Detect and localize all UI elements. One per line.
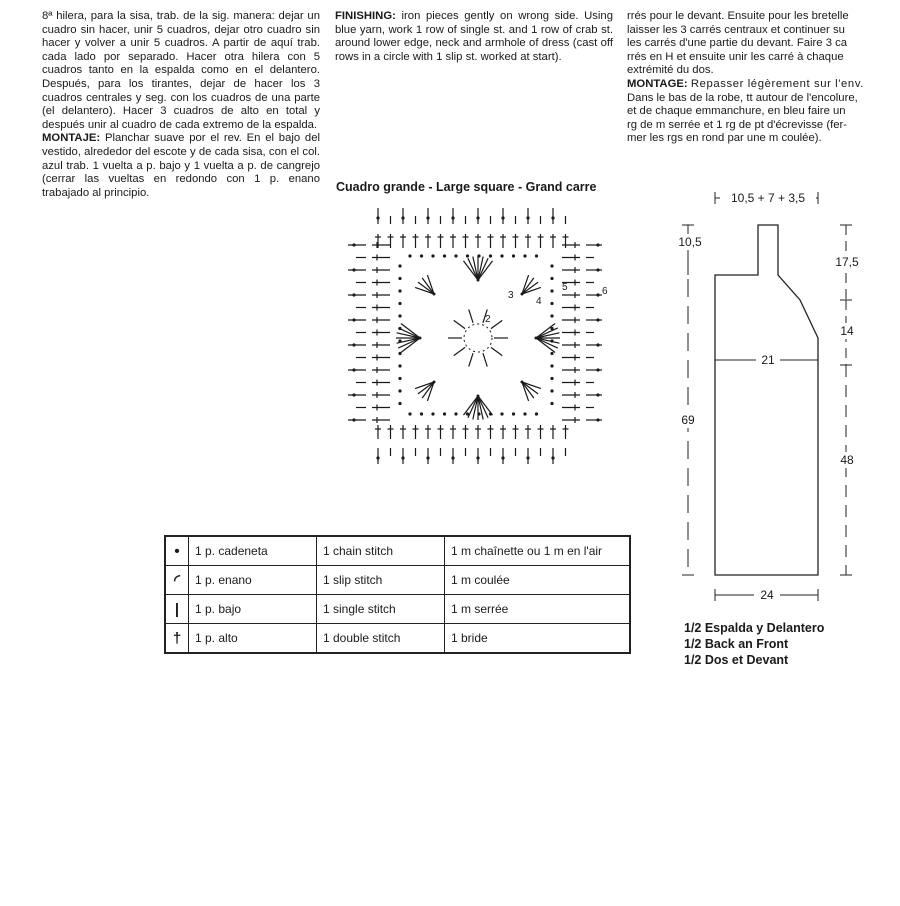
legend-row xyxy=(165,595,630,624)
chain-dot xyxy=(489,254,492,257)
english-finishing xyxy=(335,10,613,64)
petal-base-dot xyxy=(535,337,538,340)
legend-row xyxy=(165,624,630,654)
chain-dot xyxy=(398,289,401,292)
round-number: 3 xyxy=(508,290,514,301)
french-line: les carrés d'une partie du devant. Faire 3 ca xyxy=(627,37,848,50)
stitch-mark xyxy=(469,353,473,366)
dim-upper-width xyxy=(715,352,818,368)
top-dimension-line xyxy=(715,190,818,206)
french-line: laisser les 3 carrés centraux et continuer su xyxy=(627,23,845,36)
caption-spanish: 1/2 Espalda y Delantero xyxy=(684,621,825,635)
dress-schematic xyxy=(660,180,860,620)
stitch-mark xyxy=(454,347,465,355)
montage-first: Repasser légèrement sur l'env. xyxy=(690,77,864,90)
chain-dot xyxy=(550,289,553,292)
chain-dot xyxy=(420,254,423,257)
single-stitch-symbol: | xyxy=(165,595,189,624)
stitch-legend-table xyxy=(164,535,631,654)
finishing-text: iron pieces gently on wrong side. Using blue yarn, work 1 row of single st. and 1 row of crab st. around lower edge, neck and armhole of dress (cast off rows in a circle with 1 slip st. worked at start). xyxy=(335,10,613,63)
chain-dot xyxy=(535,412,538,415)
svg-text:24: 24 xyxy=(760,588,774,602)
stitch-mark xyxy=(469,309,473,322)
stitch-mark xyxy=(483,353,487,366)
dim-total-height xyxy=(674,225,702,575)
legend-french: 1 m chaînette ou 1 m en l'air xyxy=(445,536,631,566)
stitch-mark xyxy=(491,347,502,355)
legend-english: 1 chain stitch xyxy=(317,536,445,566)
french-line: rrés pour le devant. Ensuite pour les bretelle xyxy=(627,10,849,22)
chain-dot xyxy=(398,277,401,280)
chain-dot xyxy=(398,377,401,380)
petal-base-dot xyxy=(477,395,480,398)
svg-text:14: 14 xyxy=(840,324,854,338)
legend-row xyxy=(165,536,630,566)
chain-dot xyxy=(535,254,538,257)
caption-french: 1/2 Dos et Devant xyxy=(684,653,789,665)
chain-dot xyxy=(408,412,411,415)
crochet-chart xyxy=(340,200,620,475)
chain-dot xyxy=(420,412,423,415)
round-number: 6 xyxy=(602,286,608,297)
stitch-mark xyxy=(454,320,465,328)
dim-bottom-width xyxy=(715,587,818,603)
chain-dot xyxy=(398,389,401,392)
chain-dot xyxy=(398,402,401,405)
spanish-montaje xyxy=(42,132,320,200)
montaje-label: MONTAJE: xyxy=(42,132,101,145)
french-line: rrés en H et ensuite unir les carré à chaque xyxy=(627,50,844,63)
petal-base-dot xyxy=(521,381,524,384)
finishing-label: FINISHING: xyxy=(335,10,396,22)
legend-spanish: 1 p. cadeneta xyxy=(189,536,317,566)
chain-dot xyxy=(550,364,553,367)
petal-base-dot xyxy=(419,337,422,340)
dim-right-column xyxy=(832,225,860,575)
top-dims-label: 10,5 + 7 + 3,5 xyxy=(730,191,806,205)
french-line: et de chaque emmanchure, en bleu faire un xyxy=(627,105,846,118)
chain-dot xyxy=(550,314,553,317)
chain-dot xyxy=(500,254,503,257)
svg-text:69: 69 xyxy=(681,413,695,427)
svg-text:48: 48 xyxy=(840,453,854,467)
chain-dot xyxy=(550,277,553,280)
spanish-column xyxy=(42,10,320,200)
montaje-text: Planchar suave por el rev. En el bajo del vestido, alrededor del escote y de cada sisa, con el col. azul trab. 1 vuelta a p. bajo y 1 vuelta a p. de cangrejo (cerrar las vueltas en redondo con 1 p. enano trabajado al principio. xyxy=(42,132,321,199)
chain-dot xyxy=(550,352,553,355)
double-stitch-symbol: † xyxy=(165,624,189,654)
chain-dot xyxy=(398,364,401,367)
chain-symbol: • xyxy=(165,536,189,566)
chain-dot xyxy=(550,264,553,267)
petal-base-dot xyxy=(477,279,480,282)
chain-dot xyxy=(443,254,446,257)
chain-dot xyxy=(550,402,553,405)
montage-label: MONTAGE: xyxy=(627,77,688,90)
chain-dot xyxy=(398,302,401,305)
svg-text:21: 21 xyxy=(761,353,775,367)
petal-base-dot xyxy=(433,381,436,384)
legend-spanish: 1 p. alto xyxy=(189,624,317,654)
chain-dot xyxy=(512,412,515,415)
chain-dot xyxy=(454,412,457,415)
chain-dot xyxy=(550,377,553,380)
chain-dot xyxy=(431,412,434,415)
english-column xyxy=(335,10,613,64)
legend-english: 1 slip stitch xyxy=(317,566,445,595)
spanish-paragraph-1: 8ª hilera, para la sisa, trab. de la sig. manera: dejar un cuadro sin hacer, unir 5 cuadros, dejar otro cuadro sin hacer y volver a unir 5 cuadros. A partir de aquí trab. cada lado por separado. Hacer otra hilera con 5 cuadros tanto en la espalda como en el delantero. Después, para los tirantes, dejar de hacer los 3 cuadros centrales y seg. con los cuadros de una parte (el delantero). Hacer 3 cuadros de alto en total y después unir al cuadro de cada extremo de la espalda. xyxy=(42,10,320,131)
french-line: mer les rgs en rond par une m coulée). xyxy=(627,132,822,145)
round-number: 4 xyxy=(536,296,542,307)
chain-dot xyxy=(431,254,434,257)
french-line: rg de m serrée et 1 rg de pt d'écrevisse (fer- xyxy=(627,118,848,131)
legend-french: 1 m coulée xyxy=(445,566,631,595)
chain-dot xyxy=(523,412,526,415)
legend-english: 1 double stitch xyxy=(317,624,445,654)
chain-dot xyxy=(466,254,469,257)
chain-dot xyxy=(408,254,411,257)
chain-dot xyxy=(500,412,503,415)
legend-english: 1 single stitch xyxy=(317,595,445,624)
legend-spanish: 1 p. enano xyxy=(189,566,317,595)
diagram-title: Cuadro grande - Large square - Grand carre xyxy=(336,180,597,194)
legend-french: 1 m serrée xyxy=(445,595,631,624)
legend-row xyxy=(165,566,630,595)
legend-french: 1 bride xyxy=(445,624,631,654)
svg-text:17,5: 17,5 xyxy=(835,255,859,269)
french-line: extrémité du dos. xyxy=(627,64,714,77)
chain-dot xyxy=(512,254,515,257)
french-montage xyxy=(627,78,892,92)
chain-dot xyxy=(550,389,553,392)
chain-dot xyxy=(443,412,446,415)
chain-dot xyxy=(398,314,401,317)
round-number: 2 xyxy=(485,314,491,325)
chain-dot xyxy=(398,264,401,267)
french-column xyxy=(627,10,892,146)
round-number: 5 xyxy=(562,282,568,293)
chain-dot xyxy=(454,254,457,257)
dim-strap-height xyxy=(674,225,708,275)
legend-spanish: 1 p. bajo xyxy=(189,595,317,624)
petal-base-dot xyxy=(521,293,524,296)
center-ring xyxy=(464,324,492,352)
petal-base-dot xyxy=(433,293,436,296)
dress-outline xyxy=(715,225,818,575)
stitch-mark xyxy=(491,320,502,328)
french-line: Dans le bas de la robe, tt autour de l'encolure, xyxy=(627,91,858,104)
chain-dot xyxy=(523,254,526,257)
chain-dot xyxy=(550,302,553,305)
slip-stitch-symbol: ◜ xyxy=(165,566,189,595)
caption-english: 1/2 Back an Front xyxy=(684,637,789,651)
svg-text:10,5: 10,5 xyxy=(678,235,702,249)
